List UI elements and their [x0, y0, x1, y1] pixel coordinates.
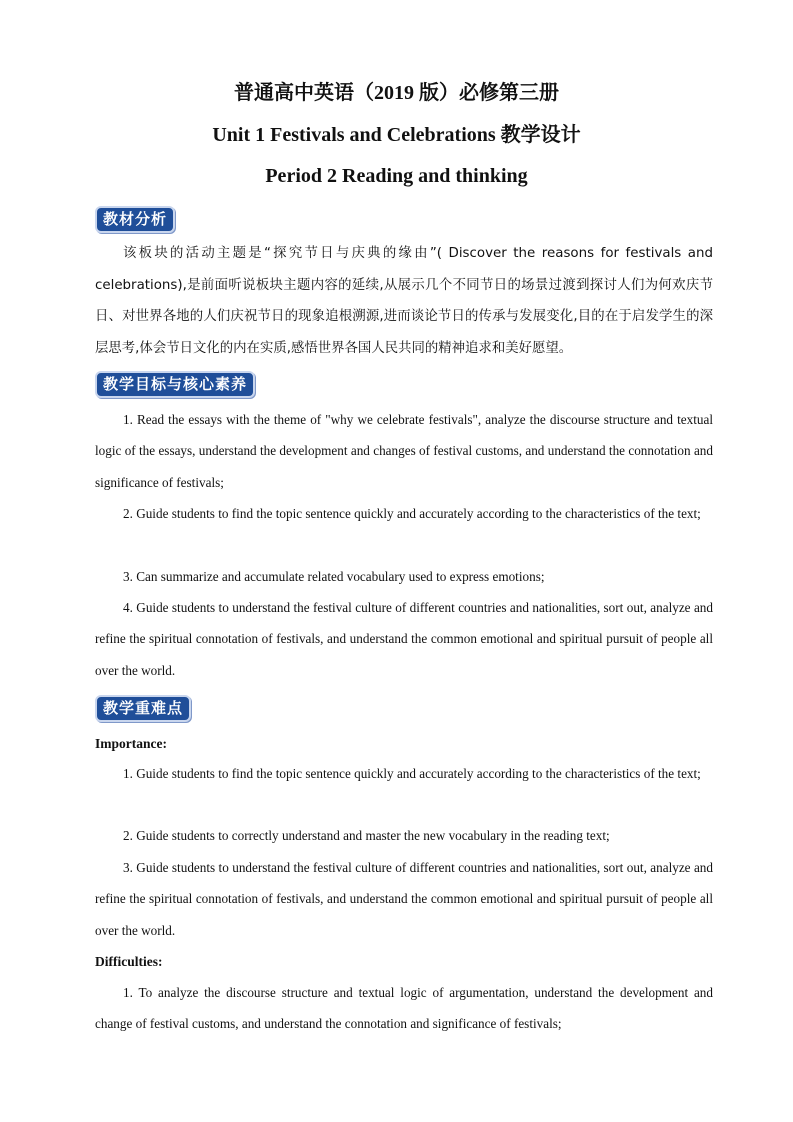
- period-title: Period 2 Reading and thinking: [265, 165, 528, 187]
- difficulty-item-1: 1. To analyze the discourse structure and textual logic of argumentation, understand the development and change of festival customs, and understand the connotation and significance of festivals;: [95, 985, 713, 1032]
- importance-item-1: 1. Guide students to find the topic sentence quickly and accurately according to the characteristics of the text;: [123, 766, 701, 781]
- analysis-paragraph: 该板块的活动主题是“探究节日与庆典的缘由”( Discover the reasons for festivals and celebrations),是前面听说板块主题内容的延续,从展示几个不同节日的场景过渡到探讨人们为何欢庆节日、对世界各地的人们庆祝节日的现象追根溯源,进而谈论节日的传承与发展变化,目的在于启发学生的深层思考,体会节日文化的内在实质,感悟世界各国人民共同的精神追求和美好愿望。: [95, 246, 713, 356]
- document-title: 普通高中英语（2019 版）必修第三册: [234, 82, 559, 104]
- importance-heading: Importance:: [95, 736, 167, 751]
- difficulties-heading: Difficulties:: [95, 954, 163, 969]
- importance-item-2: 2. Guide students to correctly understand and master the new vocabulary in the reading text;: [123, 828, 610, 843]
- objective-item-1: 1. Read the essays with the theme of "why we celebrate festivals", analyze the discourse structure and textual logic of the essays, understand the development and changes of festival customs, and understand the connotation and significance of festivals;: [95, 412, 713, 490]
- unit-title: Unit 1 Festivals and Celebrations 教学设计: [212, 124, 581, 146]
- section-badge-key-points: 教学重难点: [95, 695, 191, 722]
- section-badge-analysis: 教材分析: [95, 206, 175, 233]
- objective-item-2: 2. Guide students to find the topic sentence quickly and accurately according to the characteristics of the text;: [123, 506, 701, 521]
- section-badge-objectives: 教学目标与核心素养: [95, 371, 255, 398]
- objective-item-4: 4. Guide students to understand the festival culture of different countries and nationalities, sort out, analyze and refine the spiritual connotation of festivals, and understand the common emotional and spiritual pursuit of people all over the world.: [95, 600, 713, 678]
- importance-item-3: 3. Guide students to understand the festival culture of different countries and nationalities, sort out, analyze and refine the spiritual connotation of festivals, and understand the common emotional and spiritual pursuit of people all over the world.: [95, 860, 713, 938]
- objective-item-3: 3. Can summarize and accumulate related vocabulary used to express emotions;: [123, 569, 545, 584]
